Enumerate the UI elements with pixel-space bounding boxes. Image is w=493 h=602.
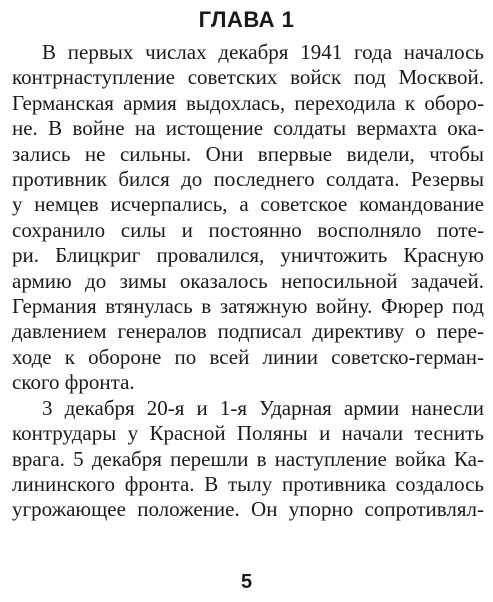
paragraph-1 <box>12 40 484 396</box>
paragraph-2 <box>12 396 484 523</box>
text-line: контрудары у Красной Поляны и начали теснить <box>12 421 484 446</box>
text-line: зались не сильны. Они впервые видели, чтобы <box>12 141 484 166</box>
text-line: армию до зимы оказалось непосильной задачей. <box>12 268 484 293</box>
text-line: угрожающее положение. Он упорно сопротивлял- <box>12 497 484 522</box>
text-line: 3 декабря 20-я и 1-я Ударная армии нанесли <box>42 395 484 420</box>
text-line: лининского фронта. В тылу противника создалось <box>12 471 484 496</box>
text-line: противник бился до последнего солдата. Резервы <box>12 167 484 192</box>
text-line: В первых числах декабря 1941 года началось <box>42 40 484 64</box>
chapter-body <box>12 40 484 523</box>
page-number: 5 <box>240 571 253 593</box>
text-line: ходе к обороне по всей линии советско-герман- <box>12 344 484 369</box>
text-line: ри. Блицкриг провалился, уничтожить Красную <box>12 243 484 268</box>
text-line: давлением генералов подписал директиву о пере- <box>12 319 484 344</box>
text-line: врага. 5 декабря перешли в наступление войка Ка- <box>12 446 484 471</box>
text-line: сохранило силы и постоянно восполняло поте- <box>12 217 484 242</box>
text-line: Германия втянулась в затяжную войну. Фюрер под <box>12 294 484 319</box>
text-line: ского фронта. <box>12 370 135 395</box>
text-line: у немцев исчерпались, а советское командование <box>12 192 484 217</box>
text-line: не. В войне на истощение солдаты вермахта ока- <box>12 116 484 141</box>
text-line: контрнаступление советских войск под Москвой. <box>12 65 484 90</box>
text-line: Германская армия выдохлась, переходила к оборо- <box>12 90 484 115</box>
chapter-title: ГЛАВА 1 <box>198 7 295 32</box>
